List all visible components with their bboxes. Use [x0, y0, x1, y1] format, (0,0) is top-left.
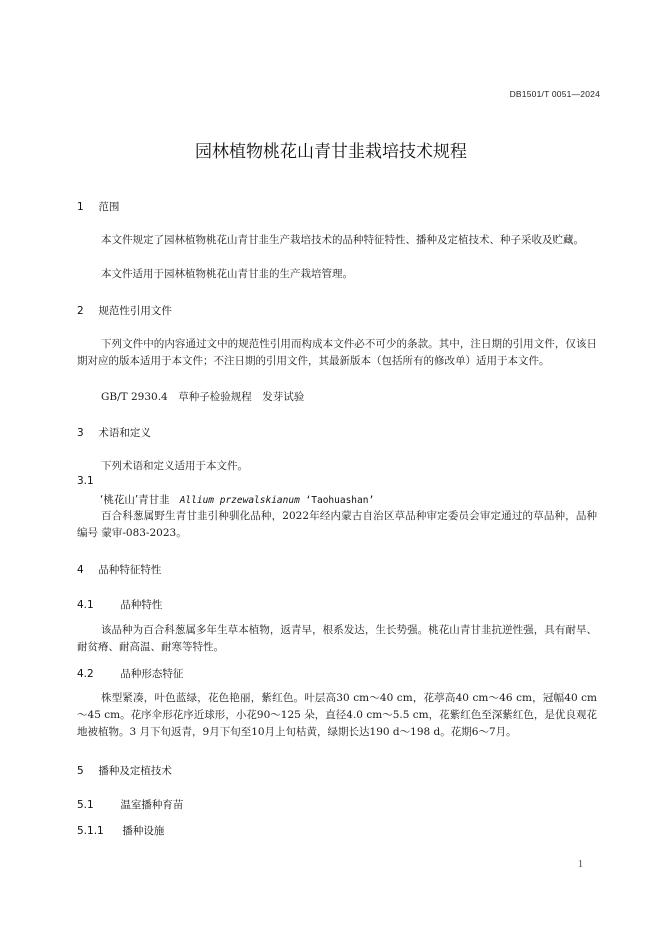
term-entry	[100, 492, 374, 507]
subsection-5-1-heading	[77, 797, 183, 812]
section-number: 5	[77, 765, 84, 777]
section-title: 品种特性	[120, 599, 163, 611]
paragraph: 本文件适用于园林植物桃花山青甘韭的生产栽培管理。	[101, 268, 353, 280]
section-title: 品种特征特性	[98, 564, 162, 576]
section-title: 范围	[98, 201, 120, 213]
section-number: 4.1	[77, 599, 94, 611]
term-chinese: ‘桃花山’青甘韭	[100, 494, 170, 506]
section-4-heading	[77, 562, 161, 577]
section-number: 4.2	[77, 668, 94, 680]
section-5-heading	[77, 763, 172, 778]
paragraph: 该品种为百合科葱属多年生草本植物，返青早，根系发达，生长势强。桃花山青甘韭抗逆性强，具有耐旱、耐贫瘠、耐高温、耐寒等特性。	[77, 624, 597, 653]
section-2-heading	[77, 303, 172, 318]
subsection-4-2-heading	[77, 666, 183, 681]
paragraph: 下列术语和定义适用于本文件。	[101, 460, 248, 472]
subsection-4-1-heading	[77, 597, 162, 612]
term-latin	[180, 495, 374, 506]
paragraph: 本文件规定了园林植物桃花山青甘韭生产栽培技术的品种特征特性、播种及定植技术、种子采收及贮藏。	[101, 234, 584, 246]
section-number: 2	[77, 305, 84, 317]
term-cultivar: ‘Taohuashan’	[305, 495, 375, 506]
paragraph: 下列文件中的内容通过文中的规范性引用而构成本文件必不可少的条款。其中，注日期的引用文件，仅该日期对应的版本适用于本文件；不注日期的引用文件，其最新版本（包括所有的修改单）适用于本文件。	[77, 338, 597, 367]
normative-reference: GB/T 2930.4 草种子检验规程 发芽试验	[101, 391, 305, 403]
section-number: 1	[77, 201, 84, 213]
term-definition: 百合科葱属野生青甘韭引种驯化品种，2022年经内蒙古自治区草品种审定委员会审定通过的草品种，品种编号 蒙审-083-2023。	[77, 510, 597, 539]
document-number: DB1501/T 0051—2024	[509, 89, 600, 99]
section-title: 播种设施	[122, 825, 165, 837]
section-title: 品种形态特征	[120, 668, 184, 680]
section-title: 规范性引用文件	[98, 305, 172, 317]
section-number: 5.1	[77, 799, 94, 811]
section-3-heading	[77, 425, 151, 440]
page-number: 1	[578, 859, 583, 870]
section-number: 4	[77, 564, 84, 576]
document-title: 园林植物桃花山青甘韭栽培技术规程	[195, 142, 467, 162]
section-1-heading	[77, 199, 119, 214]
subsection-5-1-1-heading	[77, 823, 164, 838]
term-latin-binomial: Allium przewalskianum	[179, 495, 300, 506]
paragraph: 株型紧凑，叶色蓝绿，花色艳丽，紫红色。叶层高30 cm～40 cm，花葶高40 cm～46 cm，冠幅40 cm～45 cm。花序伞形花序近球形，小花90～125 朵，直径4.0 cm～5.5 cm，花紫红色至深紫红色，是优良观花地被植物。3 月下旬返青，9月下旬至10月上旬枯黄，绿期长达190 d～198 d。花期6～7月。	[77, 692, 597, 738]
section-title: 温室播种育苗	[120, 799, 184, 811]
section-title: 播种及定植技术	[98, 765, 172, 777]
section-title: 术语和定义	[98, 427, 151, 439]
term-number: 3.1	[77, 475, 94, 487]
section-number: 3	[77, 427, 84, 439]
section-number: 5.1.1	[77, 825, 104, 837]
